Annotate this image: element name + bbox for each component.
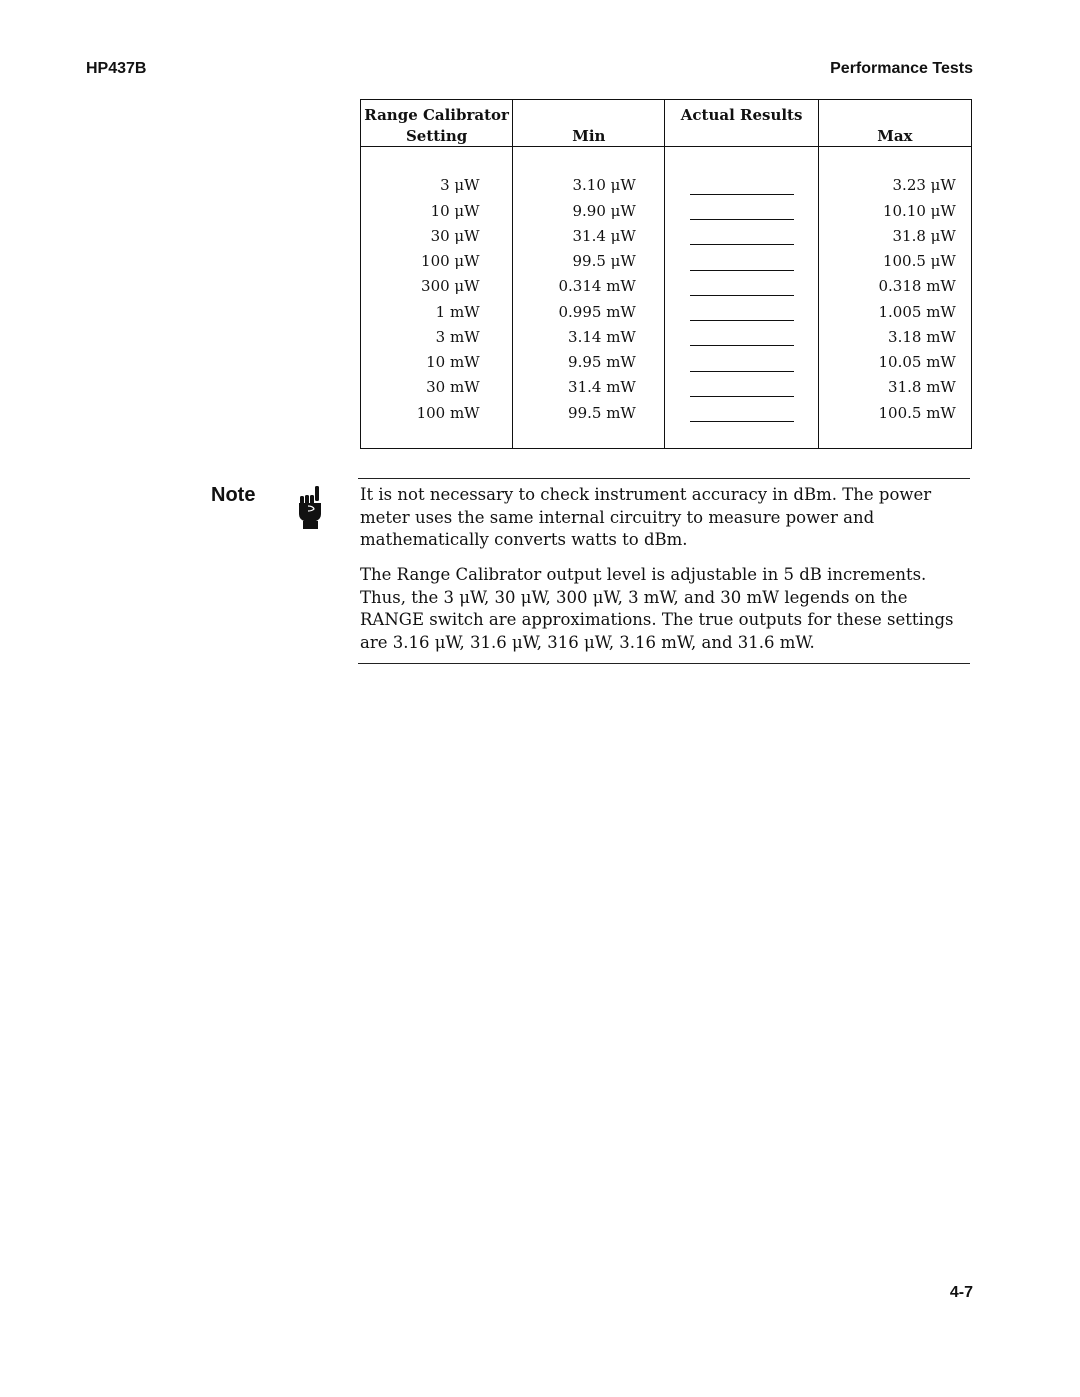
row-min: 9.95 mW xyxy=(568,353,636,372)
row-min: 0.995 mW xyxy=(558,302,636,321)
table-row xyxy=(361,199,972,224)
table-row xyxy=(361,249,972,274)
row-min: 31.4 mW xyxy=(568,378,636,397)
document-id: HP437B xyxy=(86,60,147,77)
row-setting: 30 mW xyxy=(426,378,480,397)
row-setting: 3 μW xyxy=(440,176,480,195)
header-setting-line2: Setting xyxy=(405,127,468,145)
row-setting: 100 mW xyxy=(416,403,480,422)
row-max: 100.5 mW xyxy=(878,403,956,422)
header-min-label: Min xyxy=(572,127,606,145)
header-max-label: Max xyxy=(877,127,913,145)
table-header-row xyxy=(361,100,972,147)
row-min: 99.5 mW xyxy=(568,403,636,422)
row-setting: 300 μW xyxy=(421,277,480,296)
header-setting xyxy=(361,100,513,147)
header-actual xyxy=(665,100,818,147)
row-setting: 10 mW xyxy=(426,353,480,372)
row-setting: 100 μW xyxy=(421,252,480,271)
row-min: 3.14 mW xyxy=(568,327,636,346)
actual-result-blank[interactable] xyxy=(690,254,794,271)
note-label: Note xyxy=(211,484,256,506)
actual-result-blank[interactable] xyxy=(690,178,794,195)
row-min: 3.10 μW xyxy=(572,176,636,195)
row-max: 10.10 μW xyxy=(882,201,956,220)
row-max: 3.23 μW xyxy=(892,176,956,195)
note-top-rule xyxy=(358,478,970,479)
row-max: 100.5 μW xyxy=(882,252,956,271)
actual-result-blank[interactable] xyxy=(690,355,794,372)
table-row xyxy=(361,274,972,299)
actual-result-blank[interactable] xyxy=(690,380,794,397)
actual-result-blank[interactable] xyxy=(690,329,794,346)
actual-result-blank[interactable] xyxy=(690,228,794,245)
row-min: 9.90 μW xyxy=(572,201,636,220)
row-min: 0.314 mW xyxy=(558,277,636,296)
row-max: 0.318 mW xyxy=(878,277,956,296)
actual-result-blank[interactable] xyxy=(690,405,794,422)
note-bottom-rule xyxy=(358,663,970,664)
row-setting: 3 mW xyxy=(435,327,480,346)
row-max: 31.8 μW xyxy=(892,226,956,245)
table-row xyxy=(361,147,972,199)
table-row xyxy=(361,350,972,375)
table-row xyxy=(361,375,972,400)
note-paragraph-2: The Range Calibrator output level is adjustable in 5 dB increments. Thus, the 3 μW, 30 μW, 300 μW, 3 mW, and 30 mW legends on the RANGE switch are approximations. The true outputs for these settings are 3.16 μW, 31.6 μW, 316 μW, 3.16 mW, and 31.6 mW. xyxy=(360,565,954,652)
header-min xyxy=(513,100,665,147)
results-table xyxy=(360,99,972,449)
section-title: Performance Tests xyxy=(830,60,973,77)
row-min: 31.4 μW xyxy=(572,226,636,245)
row-max: 3.18 mW xyxy=(888,327,956,346)
header-actual-label: Actual Results xyxy=(680,106,803,124)
actual-result-blank[interactable] xyxy=(690,203,794,220)
row-max: 1.005 mW xyxy=(878,302,956,321)
table-row xyxy=(361,224,972,249)
pointing-hand-icon xyxy=(296,484,326,530)
header-setting-line1: Range Calibrator xyxy=(364,106,509,124)
row-max: 10.05 mW xyxy=(878,353,956,372)
header-max xyxy=(818,100,971,147)
table-row xyxy=(361,300,972,325)
row-setting: 30 μW xyxy=(430,226,480,245)
row-setting: 1 mW xyxy=(435,302,480,321)
actual-result-blank[interactable] xyxy=(690,304,794,321)
row-setting: 10 μW xyxy=(430,201,480,220)
row-max: 31.8 mW xyxy=(888,378,956,397)
row-min: 99.5 μW xyxy=(572,252,636,271)
page-number: 4-7 xyxy=(949,1284,973,1301)
table-row xyxy=(361,401,972,449)
actual-result-blank[interactable] xyxy=(690,279,794,296)
table-row xyxy=(361,325,972,350)
note-paragraph-1: It is not necessary to check instrument accuracy in dBm. The power meter uses the same internal circuitry to measure power and mathematically converts watts to dBm. xyxy=(360,485,932,549)
